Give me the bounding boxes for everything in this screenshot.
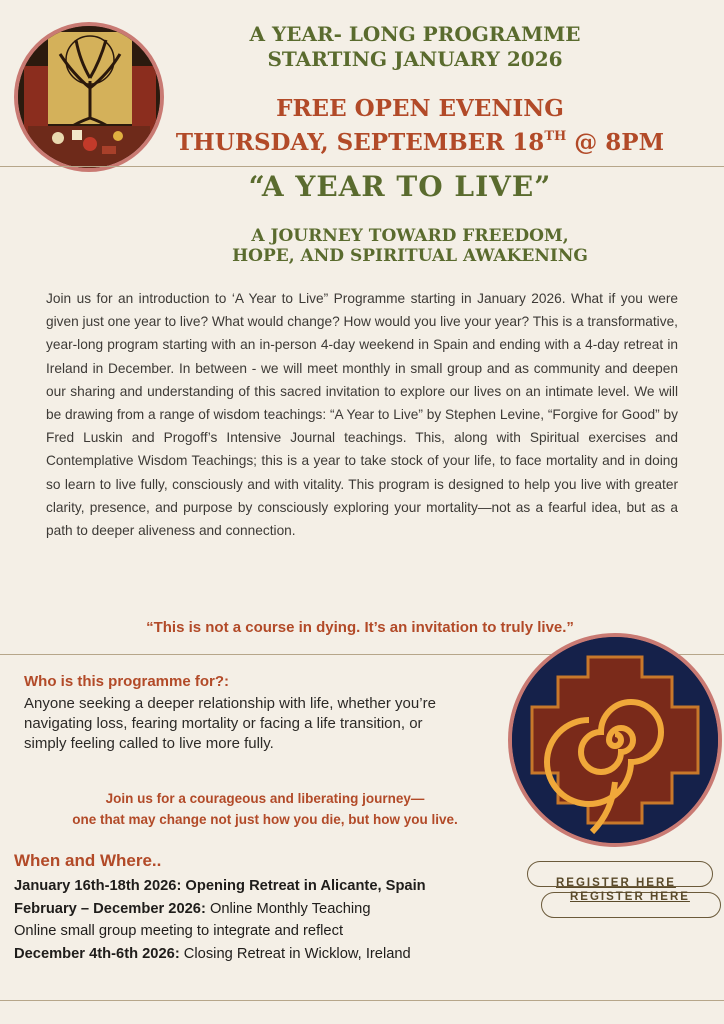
divider-top: [0, 166, 724, 167]
schedule-item: [14, 920, 514, 943]
quote: “This is not a course in dying. It’s an invitation to truly live.”: [146, 619, 574, 636]
programme-line-1: A YEAR- LONG PROGRAMME: [249, 22, 581, 46]
divider-bottom: [0, 1000, 724, 1001]
programme-title: [170, 22, 660, 72]
schedule-detail: Online Monthly Teaching: [205, 900, 371, 917]
schedule-date: December 4th-6th 2026:: [14, 945, 180, 962]
spiral-artwork: [508, 633, 722, 847]
schedule-detail: Closing Retreat in Wicklow, Ireland: [179, 945, 411, 962]
subtitle-line-2: HOPE, AND SPIRITUAL AWAKENING: [232, 246, 588, 266]
open-evening-line-2: [150, 123, 690, 157]
who-text: Anyone seeking a deeper relationship with life, whether you’re navigating loss, fearing mortality or facing a life transition, or simply feeling called to live more fully.: [24, 695, 436, 752]
spiral-icon: [512, 637, 718, 843]
register-button-1[interactable]: REGISTER HERE: [556, 877, 676, 889]
journey-line-1: Join us for a courageous and liberating journey—: [105, 791, 425, 806]
open-evening-date: THURSDAY, SEPTEMBER 18: [175, 129, 545, 156]
journey-callout: [40, 788, 490, 830]
register-button-2[interactable]: REGISTER HERE: [570, 891, 690, 903]
open-evening-time: @ 8PM: [566, 129, 665, 156]
intro-paragraph: Join us for an introduction to ‘A Year to Live” Programme starting in January 2026. What if you were given just one year to live? What would change? How would you live your year? This is a transformative, year-long program starting with an in-person 4-day weekend in Spain and ending with a 4-day retreat in Ireland in December. In between - we will meet monthly in small group and as community and deepen our sharing and understanding of this sacred invitation to explore our lives on an intimate level. We will be drawing from a range of wisdom teachings: “A Year to Live” by Stephen Levine, “Forgive for Good” by Fred Luskin and Progoff’s Intensive Journal teachings. This, along with Spiritual exercises and Contemplative Wisdom Teachings; this is a year to take stock of your life, to face mortality and in doing so learn to live fully, consciously and with vitality. This program is designed to help you live with greater clarity, presence, and purpose by consciously exploring your mortality—not as a fearful idea, but as a path to deeper aliveness and connection.: [46, 291, 678, 539]
date-ordinal: TH: [544, 129, 567, 144]
schedule-date: January 16th-18th 2026: Opening Retreat in Alicante, Spain: [14, 878, 426, 894]
schedule-list: [14, 875, 514, 965]
page-title: “A YEAR TO LIVE”: [248, 170, 552, 203]
page-subtitle: [160, 226, 660, 266]
schedule-item: [14, 898, 514, 921]
open-evening-heading: [150, 95, 690, 157]
journey-line-2: one that may change not just how you die, but how you live.: [72, 812, 458, 827]
tree-of-life-photo: [14, 22, 164, 172]
who-heading: Who is this programme for?:: [24, 673, 230, 690]
programme-line-2: STARTING JANUARY 2026: [267, 47, 563, 71]
tree-icon: [18, 26, 160, 168]
schedule-item: [14, 875, 514, 898]
schedule-date: February – December 2026:: [14, 900, 206, 917]
when-where-heading: When and Where..: [14, 851, 162, 870]
subtitle-line-1: A JOURNEY TOWARD FREEDOM,: [251, 226, 569, 246]
schedule-item: [14, 943, 514, 966]
open-evening-line-1: FREE OPEN EVENING: [276, 95, 564, 122]
schedule-detail: Online small group meeting to integrate and reflect: [14, 923, 344, 939]
